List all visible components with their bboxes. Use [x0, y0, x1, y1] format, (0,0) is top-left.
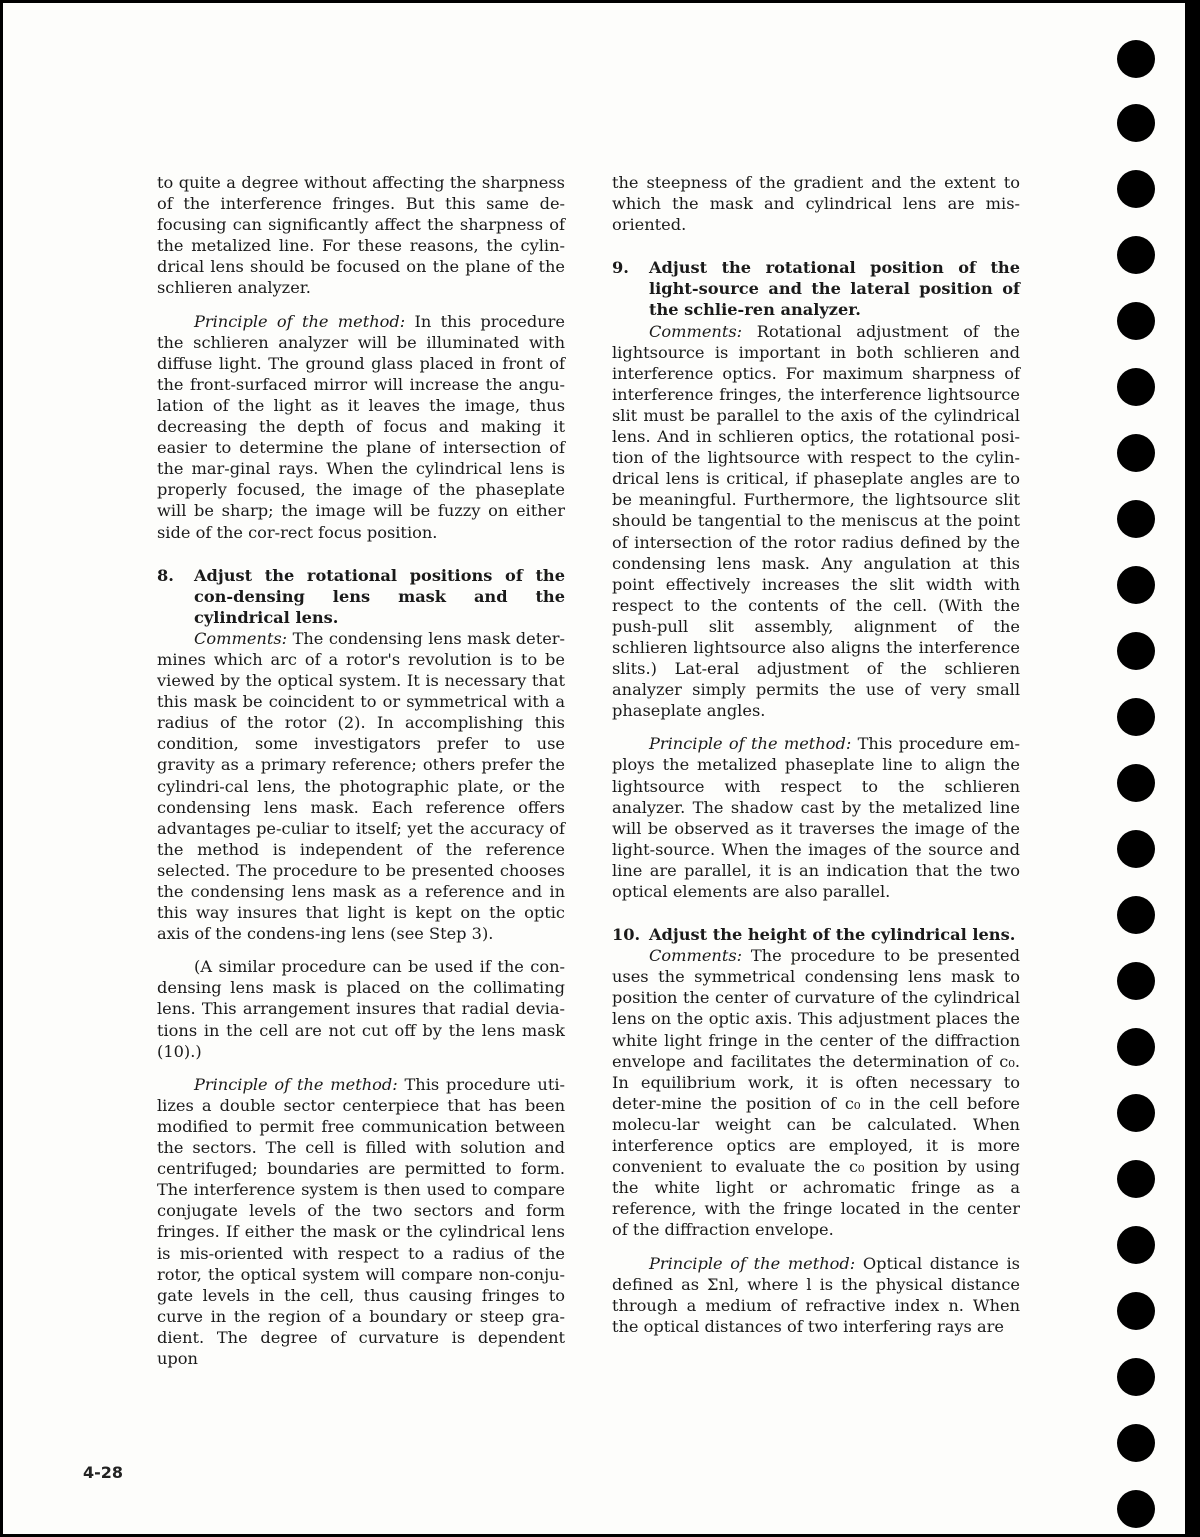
paragraph: [612, 945, 1020, 1240]
binder-hole-icon: [1117, 830, 1155, 868]
binder-hole-icon: [1117, 1226, 1155, 1264]
paragraph-label: Principle of the method:: [649, 734, 852, 754]
heading-text: Adjust the rotational positions of the con-densing lens mask and the cylindrical lens.: [194, 565, 565, 627]
binder-hole-icon: [1117, 236, 1155, 274]
binder-hole-icon: [1117, 1160, 1155, 1198]
heading-number: 9.: [612, 258, 629, 278]
binder-hole-icon: [1117, 632, 1155, 670]
paragraph: (A similar procedure can be used if the con-densing lens mask is placed on the collimating lens. This arrangement insures that radial devia-tions in the cell are not cut off by the lens mask (10).): [157, 957, 565, 1061]
paragraph-text: The procedure to be presented uses the symmetrical condensing lens mask to position the center of curvature of the cylindrical lens on the optic axis. This adjustment places the white light fringe in the center of the diffraction envelope and facilitates the determination of c₀. In equilibrium work, it is often necessary to deter-mine the position of c₀ in the cell before molecu-lar weight can be calculated. When interference optics are employed, it is more convenient to evaluate the c₀ position by using the white light or achromatic fringe as a reference, with the fringe located in the center of the diffraction envelope.: [612, 946, 1020, 1240]
binder-hole-icon: [1117, 1358, 1155, 1396]
binder-hole-icon: [1117, 1424, 1155, 1462]
binder-hole-icon: [1117, 896, 1155, 934]
binder-hole-icon: [1117, 1094, 1155, 1132]
binder-hole-icon: [1117, 302, 1155, 340]
paragraph-label: Comments:: [649, 321, 743, 341]
paragraph: to quite a degree without affecting the sharpness of the interference fringes. But this same de-focusing can significantly affect the sharpness of the metalized line. For these reasons, the cylin-drical lens should be focused on the plane of the schlieren analyzer.: [157, 173, 565, 298]
paragraph-label: Comments:: [649, 946, 743, 966]
paragraph-text: Optical distance is defined as Σnl, where l is the physical distance through a medium of refractive index n. When the optical distances of two interfering rays are: [612, 1253, 1020, 1336]
binder-hole-icon: [1117, 104, 1155, 142]
right-text-column: [612, 172, 1020, 1337]
section-heading-8: [157, 565, 565, 628]
left-text-column: [157, 172, 565, 1369]
binder-hole-icon: [1117, 1490, 1155, 1528]
binder-hole-icon: [1117, 1028, 1155, 1066]
paragraph-label: Principle of the method:: [649, 1253, 856, 1273]
paragraph: [157, 1074, 565, 1369]
paragraph-text: The condensing lens mask deter-mines which arc of a rotor's revolution is to be viewed by the optical system. It is necessary that this mask be coincident to or symmetrical with a radius of the rotor (2). In accomplishing this condition, some investigators prefer to use gravity as a primary reference; others prefer the cylindri-cal lens, the photographic plate, or the condensing lens mask. Each reference offers advantages pe-culiar to itself; yet the accuracy of the method is independent of the reference selected. The procedure to be presented chooses the condensing lens mask as a reference and in this way insures that light is kept on the optic axis of the condens-ing lens (see Step 3).: [157, 628, 565, 944]
paragraph: the steepness of the gradient and the extent to which the mask and cylindrical lens are mis-oriented.: [612, 173, 1020, 235]
paragraph-text: This procedure uti-lizes a double sector centerpiece that has been modified to permit free communication between the sectors. The cell is filled with solution and centrifuged; boundaries are permitted to form. The interference system is then used to compare conjugate levels of the two sectors and form fringes. If either the mask or the cylindrical lens is mis-oriented with respect to a radius of the rotor, the optical system will compare non-conju-gate levels in the cell, thus causing fringes to curve in the region of a boundary or steep gra-dient. The degree of curvature is dependent upon: [157, 1074, 565, 1368]
heading-text: Adjust the rotational position of the light-source and the lateral position of the schlie-ren analyzer.: [649, 258, 1020, 320]
binder-hole-icon: [1117, 434, 1155, 472]
section-heading-10: [612, 924, 1020, 945]
page-number: 4-28: [83, 1463, 124, 1482]
binder-hole-icon: [1117, 40, 1155, 78]
heading-number: 8.: [157, 565, 174, 585]
paragraph-text: This procedure em-ploys the metalized phaseplate line to align the lightsource with respect to the schlieren analyzer. The shadow cast by the metalized line will be observed as it traverses the image of the light-source. When the images of the source and line are parallel, it is an indication that the two optical elements are also parallel.: [612, 734, 1020, 901]
paragraph: [612, 733, 1020, 902]
binder-hole-icon: [1117, 698, 1155, 736]
heading-number: 10.: [612, 925, 641, 945]
binder-hole-icon: [1117, 500, 1155, 538]
paragraph: [612, 321, 1020, 722]
binder-hole-icon: [1117, 764, 1155, 802]
binder-hole-icon: [1117, 566, 1155, 604]
binder-hole-icon: [1117, 368, 1155, 406]
paragraph: [612, 1253, 1020, 1337]
section-heading-9: [612, 257, 1020, 320]
binder-hole-icon: [1117, 1292, 1155, 1330]
binder-hole-icon: [1117, 962, 1155, 1000]
paragraph-text: In this procedure the schlieren analyzer will be illuminated with diffuse light. The ground glass placed in front of the front-surfaced mirror will increase the angu-lation of the light as it leaves the image, thus decreasing the depth of focus and making it easier to determine the plane of intersection of the mar-ginal rays. When the cylindrical lens is properly focused, the image of the phaseplate will be sharp; the image will be fuzzy on either side of the cor-rect focus position.: [157, 311, 565, 542]
paragraph-label: Principle of the method:: [194, 311, 406, 331]
paragraph: [157, 311, 565, 543]
paragraph-label: Comments:: [194, 628, 288, 648]
paragraph: [157, 628, 565, 944]
binder-hole-icon: [1117, 170, 1155, 208]
paragraph-text: Rotational adjustment of the lightsource is important in both schlieren and interference optics. For maximum sharpness of interference fringes, the interference lightsource slit must be parallel to the axis of the cylindrical lens. And in schlieren optics, the rotational posi-tion of the lightsource with respect to the cylin-drical lens is critical, if phaseplate angles are to be meaningful. Furthermore, the lightsource slit should be tangential to the meniscus at the point of intersection of the rotor radius defined by the condensing lens mask. Any angulation at this point effectively increases the slit width with respect to the contents of the cell. (With the push-pull slit assembly, alignment of the schlieren lightsource also aligns the interference slits.) Lat-eral adjustment of the schlieren analyzer simply permits the use of very small phaseplate angles.: [612, 321, 1020, 721]
paragraph-label: Principle of the method:: [194, 1074, 398, 1094]
heading-text: Adjust the height of the cylindrical lens.: [649, 925, 1016, 945]
